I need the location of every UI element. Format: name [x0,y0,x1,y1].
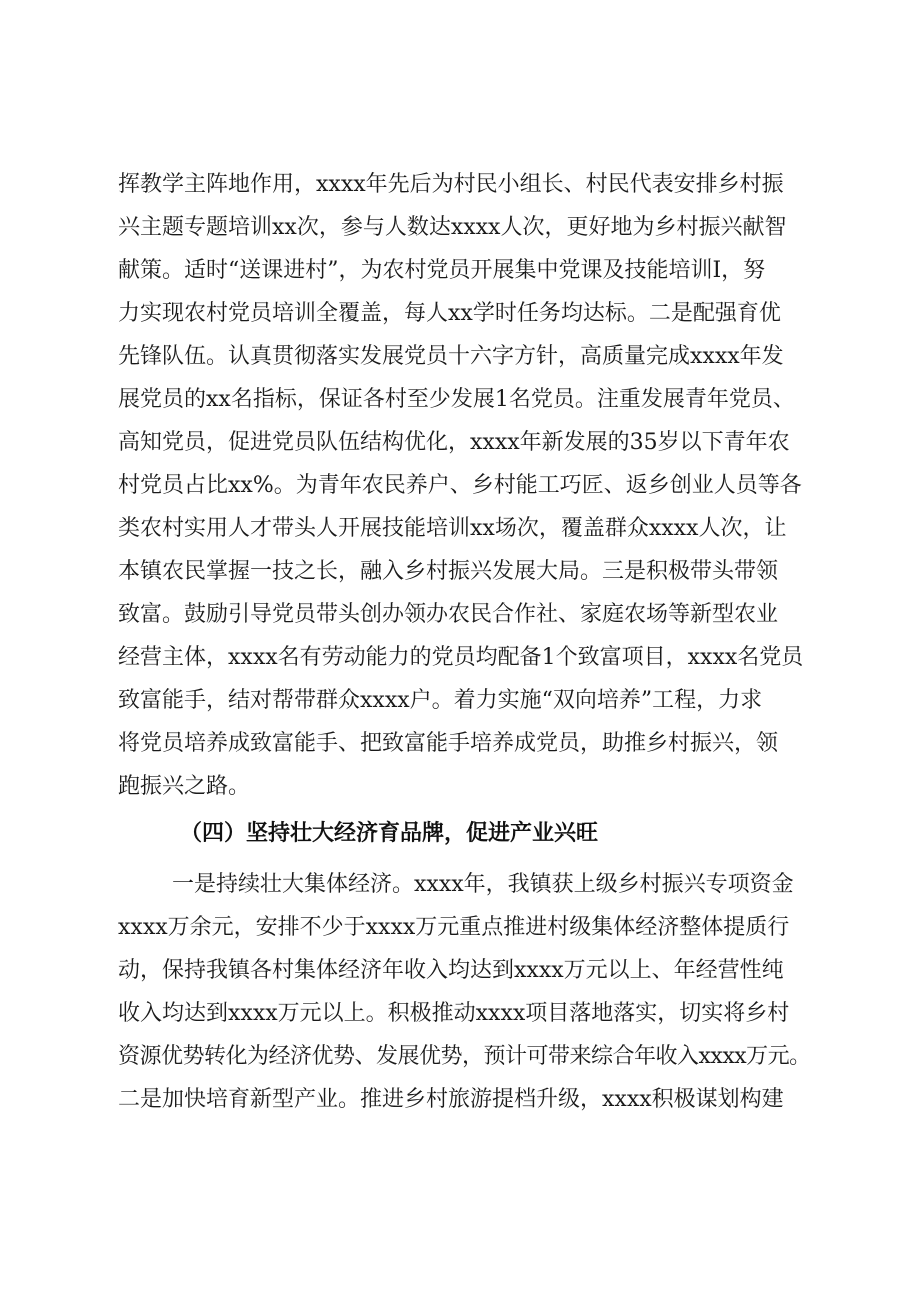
paragraph-line: 展党员的xx名指标，保证各村至少发展1名党员。注重发展青年党员、 [118,387,795,412]
paragraph-line: 跑振兴之路。 [118,774,251,799]
paragraph-line: 献策。适时“送课进村”，为农村党员开展集中党课及技能培训I，努 [118,258,766,283]
paragraph-line: 力实现农村党员培训全覆盖，每人xx学时任务均达标。二是配强育优 [118,301,781,326]
paragraph-line: 将党员培养成致富能手、把致富能手培养成党员，助推乡村振兴，领 [118,731,779,756]
paragraph-line: 高知党员，促进党员队伍结构优化，xxxx年新发展的35岁以下青年农 [118,430,790,455]
paragraph-line: 致富。鼓励引导党员带头创办领办农民合作社、家庭农场等新型农业 [118,602,779,627]
paragraph-line: 二是加快培育新型产业。推进乡村旅游提档升级，xxxx积极谋划构建 [118,1087,784,1112]
paragraph-line: 类农村实用人才带头人开展技能培训xx场次，覆盖群众xxxx人次，让 [118,516,787,541]
paragraph-line: xxxx万余元，安排不少于xxxx万元重点推进村级集体经济整体提质行 [118,915,790,940]
paragraph-line: 本镇农民掌握一技之长，融入乡村振兴发展大局。三是积极带头带领 [118,559,779,584]
paragraph-line: 挥教学主阵地作用，xxxx年先后为村民小组长、村民代表安排乡村振 [118,172,784,197]
paragraph-line: 村党员占比xx%。为青年农民养户、乡村能工巧匠、返乡创业人员等各 [118,473,802,498]
paragraph-line: 致富能手，结对帮带群众xxxx户。着力实施“双向培养”工程，力求 [118,688,763,713]
paragraph-line: 兴主题专题培训xx次，参与人数达xxxx人次，更好地为乡村振兴献智 [118,215,787,240]
paragraph-line: 一是持续壮大集体经济。xxxx年，我镇获上级乡村振兴专项资金 [172,872,794,897]
paragraph-line: 经营主体，xxxx名有劳动能力的党员均配备1个致富项目，xxxx名党员 [118,645,804,670]
section-heading: （四）坚持壮大经济育品牌，促进产业兴旺 [180,821,599,846]
paragraph-line: 收入均达到xxxx万元以上。积极推动xxxx项目落地落实，切实将乡村 [118,1001,790,1026]
paragraph-line: 动，保持我镇各村集体经济年收入均达到xxxx万元以上、年经营性纯 [118,958,784,983]
paragraph-line: 先锋队伍。认真贯彻落实发展党员十六字方针，高质量完成xxxx年发 [118,344,784,369]
paragraph-line: 资源优势转化为经济优势、发展优势，预计可带来综合年收入xxxx万元。 [118,1044,811,1069]
